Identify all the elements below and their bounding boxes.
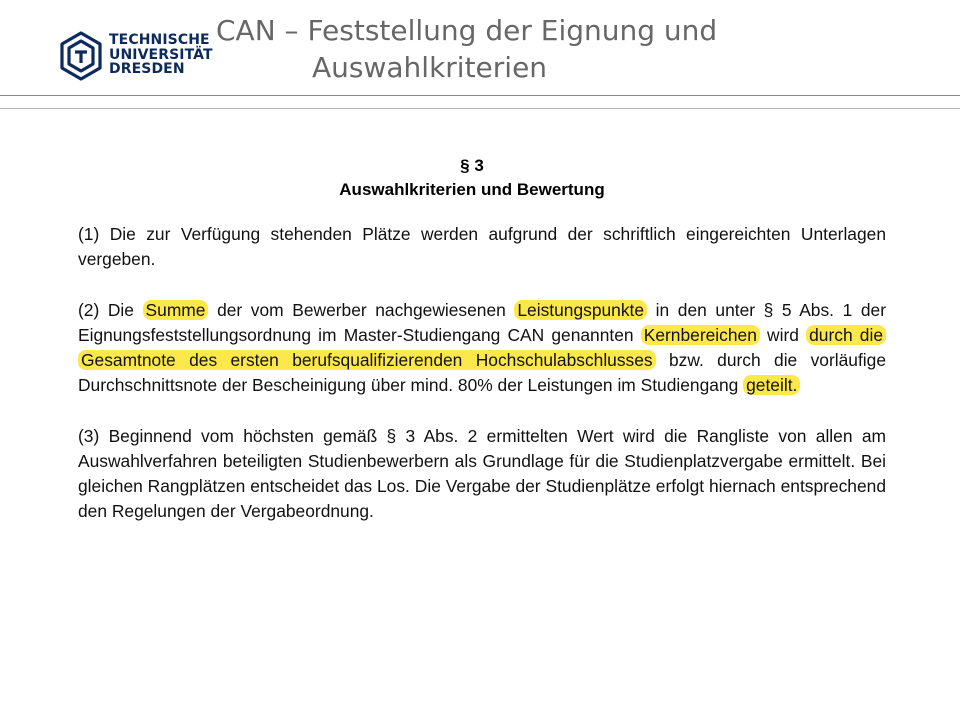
logo-line-1: TECHNISCHE [109,32,210,48]
paragraph-text: wird [759,325,807,345]
highlighted-text: Kernbereichen [641,325,760,345]
paragraph-text: (1) Die zur Verfügung stehenden Plätze werden aufgrund der schriftlich eingereichten Unterlagen vergeben. [78,224,886,269]
paragraph-text: (3) Beginnend vom höchsten gemäß § 3 Abs. 2 ermittelten Wert wird die Rangliste von allen am Auswahlverfahren beteiligten Studienbewerbern als Grundlage für die Studienplatzvergabe ermittelt. Bei gleichen Rangplätzen entscheidet das Los. Die Vergabe der Studienplätze erfolgt hiernach entsprechend den Regelungen der Vergabeordnung. [78,426,886,521]
highlighted-text: durch die Gesamtnote des ersten berufsqualifizierenden Hochschulabschlusses [78,325,886,370]
paragraph-2 [78,298,886,398]
slide-title-line-2: Auswahlkriterien [312,51,548,84]
logo-wordmark [109,33,213,77]
logo-line-3: DRESDEN [109,61,185,77]
section-number: § 3 [460,156,484,175]
slide-title [216,12,916,86]
header-divider-secondary [0,108,960,109]
section-heading: Auswahlkriterien und Bewertung [339,180,605,199]
paragraph-3 [78,424,886,524]
logo-line-2: UNIVERSITÄT [109,46,213,63]
paragraph-text: bzw. durch die vorläufige Durchschnittsnote der Bescheinigung über mind. 80% der Leistungen im Studiengang [78,350,886,395]
document-excerpt [78,150,886,550]
slide-title-line-1: CAN – Feststellung der Eignung und [216,14,718,47]
paragraph-list [78,222,886,524]
highlighted-text: Summe [143,300,209,320]
tu-dresden-emblem-icon [56,30,106,82]
highlighted-text: Leistungspunkte [514,300,647,320]
paragraph-text: in den unter § 5 Abs. 1 der Eignungsfeststellungsordnung im Master-Studiengang CAN genannten [78,300,886,345]
tu-dresden-logo [56,28,216,84]
slide-header [0,0,960,96]
header-divider [0,95,960,96]
paragraph-1 [78,222,886,272]
paragraph-text: der vom Bewerber nachgewiesenen [208,300,515,320]
highlighted-text: geteilt. [743,375,800,395]
paragraph-text: (2) Die [78,300,143,320]
